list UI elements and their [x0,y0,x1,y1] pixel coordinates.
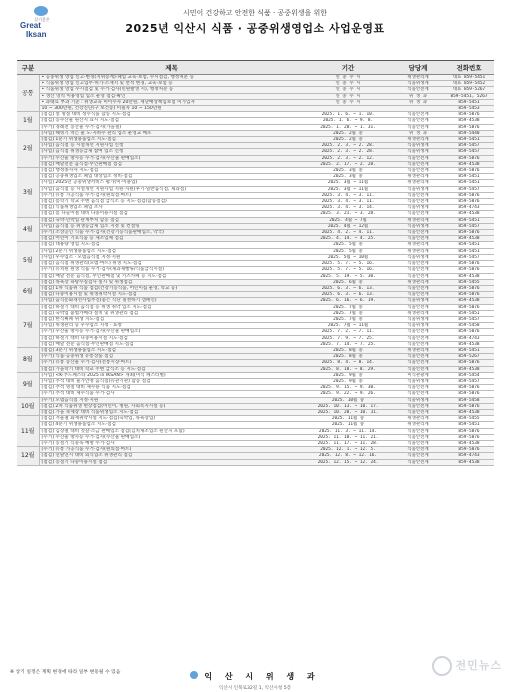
phone-cell: 859-4538 [444,211,494,217]
period-cell: 2025. 6월 중 [304,279,392,285]
phone-cell: 859-4538 [444,409,494,415]
schedule-group [17,130,494,167]
period-cell: 2025. 5월 중 [304,242,392,248]
phone-cell: 859-5876 [444,199,494,205]
schedule-group [17,304,494,347]
title-cell: [사업] 위생관리 등 우수업소 지정 · 표창 [39,323,304,329]
department-cell: 위 생 과 [392,130,444,136]
phone-cell: 859-5876 [444,124,494,130]
period-cell: 2025. 3. 4. ~ 3. 14. [304,205,392,211]
title-cell: [점검] 행정종사자 지도·점검 [39,168,304,174]
phone-cell: 859-4538 [444,273,494,279]
period-cell: 2025. 11. 10. ~ 11. 21. [304,434,392,440]
phone-cell: 859-5457 [444,143,494,149]
department-cell: 위생관리계 [392,180,444,186]
phone-cell: 859-5451 [444,310,494,316]
department-cell: 식품안전계 [392,192,444,198]
period-cell: 2025. 8월 중 [304,347,392,353]
department-cell: 위 생 과 [392,93,444,99]
category-cell: 2월 [17,130,39,167]
column-header-category: 구분 [17,61,39,75]
title-cell: [점검] 배달 전문 음식점, 무인판매점 및 키즈카페 등 지도·점검 [39,273,304,279]
phone-cell: 859-5451 [444,422,494,428]
title-cell: [점검] 봄 나들이철 대비 다중이용시설 점검 [39,211,304,217]
department-cell: 식품안전계 [392,453,444,459]
period-cell: 2025. 10월 중 [304,397,392,403]
department-cell: 식품안전계 [392,199,444,205]
department-cell: 식품안전계 [392,409,444,415]
phone-cell: 859-5876 [444,261,494,267]
department-cell: 식품위생계 [392,254,444,260]
schedule-group [17,279,494,304]
department-cell: 위생관리계 [392,248,444,254]
department-cell: 위생관리계 [392,242,444,248]
phone-cell: 859-5457 [444,223,494,229]
schedule-group [17,75,494,112]
department-cell: 위생관리계 [392,75,444,81]
title-cell: [점검] 공중위생업소 폐업 대상업소 정비·점검 [39,174,304,180]
department-cell: 식품안전계 [392,329,444,335]
period-cell: 연 중 수 시 [304,99,392,105]
title-cell: [수거] 식품·공중위생 유통상품 점검 [39,354,304,360]
phone-cell: 859-4538 [444,161,494,167]
period-cell: 2025. 3. 21. ~ 3. 28. [304,211,392,217]
phone-cell: 859-5451 [444,137,494,143]
department-cell: 식품안전계 [392,403,444,409]
phone-cell: 859-5457 [444,186,494,192]
phone-cell: 859-4538 [444,298,494,304]
phone-cell: 859-4743 [444,453,494,459]
title-cell: [점검] 가을 축제장 대비 식품위생업소 지도·점검 [39,409,304,415]
phone-cell: 859-5876 [444,155,494,161]
phone-cell: 859-5454 [444,372,494,378]
period-cell: 연 중 수 시 [304,93,392,99]
period-cell: 2025. 6. 3. ~ 6. 13. [304,285,392,291]
department-cell: 미식관광계 [392,372,444,378]
period-cell: 2025. 6. 3. ~ 6. 13. [304,292,392,298]
phone-cell: 859-5876 [444,168,494,174]
period-cell: 2025. 1. 6. ~ 9. 8. [304,118,392,124]
period-cell: 2025. 7월 중 [304,310,392,316]
title-cell: [점검] 숙박업 불법카메라 설치 및 위생관리 점검 [39,310,304,316]
title-cell: [점검] 3분기 위생용품업소 지도·점검 [39,347,304,353]
period-cell: 2025. 3월 중 [304,174,392,180]
phone-cell: 대표 859-5451 [444,75,494,81]
title-cell: [점검] 2차 식품위생 현장점검(어린이, 병원, 사회복지시설 등) [39,403,304,409]
category-cell: 12월 [17,447,39,466]
title-cell: [수거] 수산물 방사능 수거·검사(수산물 판매업소) [39,155,304,161]
period-cell: 2025. 10. 13. ~ 10. 17. [304,403,392,409]
period-cell: 2025. 5월 중 [304,248,392,254]
logo-text-great: Great [20,21,41,30]
phone-cell: 대표 859-5267 [444,87,494,93]
period-cell: 2025. 3. 4. ~ 3. 11. [304,192,392,198]
title-cell: • 식품위생 영업 수시점검 및 수거·검사(민원발생 시), 행정처분 등 [39,87,304,93]
period-cell: 2025. 3월 ~ 11월 [304,180,392,186]
department-cell: 위생관리계 [392,217,444,223]
period-cell: 2025. 11. 17. ~ 11. 28. [304,440,392,446]
title-cell: [점검] 다중이용시설 및 위생취약시설 지도·점검 [39,292,304,298]
period-cell: 연 중 수 시 [304,87,392,93]
phone-cell: 859-5457 [444,254,494,260]
title-cell: [점검] 추석 명절 대비 제수용 식품 지도·점검 [39,385,304,391]
title-cell: [수거] 유통 가공식품 수거·검사(편의점·마트) [39,447,304,453]
title-cell: [사업] 해빙기 먹는 물 노·지하수 관리 업소 운영교 배포 [39,130,304,136]
period-cell: 2025. 6. 16. ~ 6. 19. [304,298,392,304]
phone-cell: 859-4538 [444,440,494,446]
period-cell: 2025. 11월 중 [304,422,392,428]
phone-cell: 859-5876 [444,403,494,409]
department-cell: 식품안전계 [392,87,444,93]
category-cell: 공통 [17,75,39,112]
title-cell: [사업] 2분기 위생용품업소 지도·점검 [39,248,304,254]
period-cell: 2025. 7월 중 [304,304,392,310]
title-cell: [사업] 음식문화개선사업추진(좋은 식단 실천하기 캠페인) [39,298,304,304]
phone-cell: 859-5876 [444,360,494,366]
department-cell: 위생관리계 [392,279,444,285]
period-cell: 2025. 12. 1. ~ 12. 5. [304,447,392,453]
department-cell: 위 생 과 [392,99,444,105]
department-cell: 식품위생계 [392,186,444,192]
period-cell: 2025. 2. 3. ~ 2. 28. [304,143,392,149]
phone-cell: 859-5457 [444,378,494,384]
phone-cell: 859-5457 [444,149,494,155]
department-cell: 식품위생계 [392,81,444,87]
department-cell: 식품위생계 [392,298,444,304]
department-cell: 식품위생계 [392,143,444,149]
department-cell: 식품위생계 [392,205,444,211]
schedule-table [17,60,494,466]
title-cell: [수거] 유통 농산물 수거·검사(전통시장·마트) [39,360,304,366]
department-cell: 식품안전계 [392,428,444,434]
phone-cell: 859-5455 [444,279,494,285]
phone-cell: 859-5451 [444,347,494,353]
phone-cell: 859-5451 [444,99,494,105]
department-cell: 식품위생계 [392,223,444,229]
title-cell: [점검] 겨울철 화재취약시설 지도·점검(숙박업, 목욕장업) [39,416,304,422]
title-cell: [사업] 음식점 등 시설개선 지원사업 신청 [39,143,304,149]
title-cell: [점검] 설 명절 대비 성수식품 합동 지도·점검 [39,112,304,118]
title-cell: [점검] 목욕장 욕탕수질검사 실시 및 위생점검 [39,279,304,285]
category-cell: 3월 [17,168,39,218]
period-cell: 2025. 3월 ~ 11월 [304,186,392,192]
title-cell: [사업] 음식점 등 시설개선 지원사업 지원·지원(후기·일반음식점, 제과점) [39,186,304,192]
department-cell: 식품안전계 [392,124,444,130]
period-cell: 2025. 8. 4. ~ 8. 14. [304,360,392,366]
department-cell: 위생관리계 [392,137,444,143]
phone-cell: 859-5876 [444,112,494,118]
title-cell: [점검] 1분기 위생용품업소 지도·점검 [39,137,304,143]
phone-cell: 859-5451 [444,174,494,180]
period-cell: 2025. 7월 중 [304,316,392,322]
footer-address: 익산시 인북로32길 1, 익산시청 5층 [218,686,292,691]
title-cell: [수거] 소상공인 식품 수거·검사(건강기능식품판매업소, 약국) [39,230,304,236]
title-cell: [수거] 유통 가공식품 수거·검사(편의점·마트) [39,192,304,198]
phone-cell: 859-5267 [444,354,494,360]
schedule-group [17,242,494,279]
table-header-row [17,61,494,75]
department-cell: 식품안전계 [392,168,444,174]
schedule-group [17,397,494,416]
logo-text-iksan: Iksan [26,30,47,39]
title-cell: [수거] 수산물 방사능 수거·검사(수산물 판매업소) [39,329,304,335]
department-cell: 위생관리계 [392,174,444,180]
phone-cell: 859-5876 [444,267,494,273]
period-cell: 2025. 8월 중 [304,354,392,360]
department-cell: 식품안전계 [392,354,444,360]
period-cell: 2025. 4월 ~ 12월 [304,223,392,229]
phone-cell: 859-5876 [444,192,494,198]
department-cell: 식품위생계 [392,316,444,322]
department-cell: 식품위생계 [392,378,444,384]
period-cell: 2025. 7. 14. ~ 7. 25. [304,341,392,347]
phone-cell: 859-4743 [444,335,494,341]
title-cell: [점검] 연말연시 대비 외식업소 위생관리 점검 [39,453,304,459]
phone-cell: 859-5451 [444,217,494,223]
department-cell: 식품안전계 [392,273,444,279]
department-cell: 식품안전계 [392,112,444,118]
department-cell: 식품안전계 [392,391,444,397]
period-cell: 2025. 4. 14. ~ 4. 25. [304,236,392,242]
title-cell: [사업] 추석 대비 물가안정 음식점(유관기관) 합동 점검 [39,378,304,384]
phone-cell: 859-5440 [444,130,494,136]
title-cell: • 과태료 부과 기준 : 위생교육 미이수자 20만원, 재난배상책임보험 미가입자 [39,99,304,105]
period-cell: 2025. 8. 18. ~ 8. 29. [304,366,392,372]
department-cell: 식품안전계 [392,459,444,465]
period-cell: 연 중 수 시 [304,75,392,81]
period-cell: 2025. 9월 중 [304,378,392,384]
column-header-title: 제목 [39,61,304,75]
column-header-phone: 전화번호 [444,61,494,75]
period-cell: 2025. 7. 2. ~ 7. 11. [304,329,392,335]
period-cell: 2025. 5월 ~ 10월 [304,254,392,260]
phone-cell: 859-4538 [444,236,494,242]
title-cell: [점검] 식품위생업소 폐업 조사 [39,205,304,211]
period-cell: 2025. 2. 3. ~ 2. 12. [304,155,392,161]
phone-cell: 859-5457 [444,316,494,322]
department-cell: 식품안전계 [392,211,444,217]
schedule-note: ※ 상기 일정은 계획 변경에 따라 일부 변동될 수 있음 [10,670,121,675]
phone-cell: 859-4538 [444,366,494,372]
phone-cell: 859-5876 [444,329,494,335]
title-cell: [점검] 1차 식품위 식품 점검(건강기능식품, 어린이집 운영, 학교 등) [39,285,304,291]
title-cell: [점검] 음식점 위생관리(모범·마트) 위생 지도·점검 [39,261,304,267]
category-cell: 4월 [17,217,39,242]
phone-cell: 859-4538 [444,118,494,124]
period-cell: 2025. 3월 중 [304,168,392,174]
period-cell: 2025. 9. 22. ~ 9. 26. [304,391,392,397]
column-header-department: 담당계 [392,61,444,75]
department-cell: 식품안전계 [392,230,444,236]
department-cell: 식품안전계 [392,434,444,440]
title-cell: • 생산 영역 이용영업 업소 운영 점검·확인 [39,93,304,99]
department-cell: 식품안전계 [392,155,444,161]
column-header-period: 기간 [304,61,392,75]
department-cell: 식품안전계 [392,360,444,366]
title-cell: [점검] 가을학기 대비 학교 주변 급식소 등 지도·점검 [39,366,304,372]
title-cell: [점검] 한식뷔페 위생 지도·점검 [39,316,304,322]
schedule-group [17,347,494,372]
period-cell: 2025. 9. 15. ~ 9. 30. [304,385,392,391]
title-cell: [점검] 동절기 다중이용시설 점검 [39,459,304,465]
period-cell: 2025. 7월 ~ 11월 [304,323,392,329]
title-cell: [수거] 경례전 농산물 수거·검사(가을철) [39,124,304,130]
title-cell: [점검] 배달 전문 음식점·무인판매점 지도·점검 [39,341,304,347]
title-cell: [점검] 하절기 대비 다중이용시설 지도·점검 [39,335,304,341]
title-cell: [점검] 배달전문 음식점·무인판매점 점검 [39,161,304,167]
phone-cell: 859-5876 [444,447,494,453]
phone-cell: 859-5876 [444,428,494,434]
department-cell: 식품위생계 [392,397,444,403]
phone-cell: 859-5451 [444,242,494,248]
title-cell: [점검] 어린이 기호식품 등 제조업체 점검 [39,236,304,242]
department-cell: 식품안전계 [392,440,444,446]
title-cell: [수거] 유치원 원생 식품 수거·검사(제과제빵류/식품급식시설) [39,267,304,273]
period-cell: 2025. 2월 중 [304,137,392,143]
phone-cell: 859-5876 [444,292,494,298]
phone-cell: 859-5453 [444,106,494,112]
phone-cell: 대표 859-5452 [444,81,494,87]
title-cell: 10 ~ 300만원, 건강진단(구 보건증) 미필자 10 ~ 150만원 [39,106,304,112]
title-cell: [사업] 음식점 등 위생등급제 업소 지정 및 컨설팅 [39,223,304,229]
title-cell: [점검] 봄학기 학교 주변 음식점 급식소 등 지도·점검(합동점검) [39,199,304,205]
title-cell: [사업] 2025년 공중위생서비스 평가(미·이용업) [39,180,304,186]
document-title: 2025년 익산시 식품 · 공중위생영업소 사업운영표 [125,22,385,35]
category-cell: 5월 [17,242,39,279]
title-cell: [사업] <K-푸드페스타 2025 in IKSAN> 개최(미식 페스티벌) [39,372,304,378]
category-cell: 11월 [17,416,39,447]
department-cell: 식품안전계 [392,304,444,310]
category-cell: 6월 [17,279,39,304]
department-cell: 식품안전계 [392,267,444,273]
phone-cell: 859-5451, 5267 [444,93,494,99]
footer-org-name: 익 산 시 위 생 과 [204,672,320,681]
period-cell: 2025. 5. 7. ~ 5. 16. [304,267,392,273]
schedule-group [17,416,494,447]
period-cell: 2025. 2. 17. ~ 2. 28. [304,161,392,167]
period-cell: 2025. 5. 7. ~ 5. 16. [304,261,392,267]
phone-cell: 859-5876 [444,385,494,391]
title-cell: • 식품위생 영업 신고업무·허가·소재지 및 면적 변경, 교육·보험 등 [39,81,304,87]
logo-small-text: 살기좋은 [34,17,50,22]
title-cell: [점검] 하절기 대비 음식점 등 위생 취약 업소 지도·점검 [39,304,304,310]
category-cell: 8월 [17,347,39,372]
phone-cell: 859-5451 [444,248,494,254]
department-cell: 위생관리계 [392,347,444,353]
period-cell: 연 중 수 시 [304,81,392,87]
schedule-group [17,168,494,218]
title-cell: • 공중위생 영업 신고·변경(지위승계)·폐업 교육·보험, 수시점검, 행정처분 등 [39,75,304,81]
period-cell: 2025. 1. 6. ~ 1. 10. [304,112,392,118]
period-cell: 2025. 3. 4. ~ 3. 11. [304,199,392,205]
title-cell: [수거] 모범음식점 지정·지원 [39,397,304,403]
department-cell: 식품안전계 [392,261,444,267]
department-cell: 식품안전계 [392,292,444,298]
phone-cell: 859-5455 [444,416,494,422]
period-cell: 2025. 12. 8. ~ 12. 16. [304,453,392,459]
city-emblem-icon [190,671,198,679]
phone-cell: 859-5458 [444,397,494,403]
period-cell: 2025. 2. 3. ~ 2. 28. [304,149,392,155]
watermark [432,656,502,676]
phone-cell: 859-5876 [444,230,494,236]
title-cell: [점검] 농수산물 원산지 표시 지도·점검 [39,118,304,124]
department-cell: 식품위생계 [392,323,444,329]
phone-cell: 859-5876 [444,285,494,291]
category-cell: 10월 [17,397,39,416]
title-cell: [점검] 김장철 대비 젓갈·소금 판매업소 점검(김치제조업소 원산지 포함) [39,428,304,434]
phone-cell: 859-5876 [444,434,494,440]
period-cell: 2025. 10. 20. ~ 10. 31. [304,409,392,415]
schedule-group [17,217,494,242]
title-cell: [점검] 숙박·민박업 관계부처 합동 점검 [39,217,304,223]
category-cell: 1월 [17,112,39,131]
department-cell: 식품안전계 [392,118,444,124]
title-cell: [사업] 우수업소 · 모범음식점 지정·지원 [39,254,304,260]
period-cell: 2025. 4. 2. ~ 4. 11. [304,230,392,236]
title-cell: [수거] 추석 대비 제수식품 수거·검사 [39,391,304,397]
phone-cell: 859-5451 [444,180,494,186]
phone-cell: 859-4743 [444,205,494,211]
title-cell: [점검] 대용량 영업 지도·점검 [39,242,304,248]
title-cell: [사업] 음식점 위생등급제 참여 업소 신청 [39,149,304,155]
watermark-text: 전민뉴스 [455,659,502,672]
title-cell: [수거] 수산물 방사능 수거·검사(수산물 판매업소) [39,434,304,440]
period-cell: 2025. 5. 19. ~ 5. 30. [304,273,392,279]
department-cell: 식품안전계 [392,341,444,347]
schedule-group [17,447,494,466]
department-cell: 식품안전계 [392,285,444,291]
department-cell: 위생관리계 [392,416,444,422]
table-row [17,459,494,465]
schedule-group [17,372,494,397]
department-cell: 식품안전계 [392,447,444,453]
period-cell: 2025. 4월 ~ 7월 [304,217,392,223]
department-cell: 위생관리계 [392,310,444,316]
document-subtitle: 시민이 건강하고 안전한 식품 · 공중위생을 위한 [182,9,328,17]
period-cell: 2025. 1. 20. ~ 1. 31. [304,124,392,130]
department-cell: 식품안전계 [392,366,444,372]
schedule-group [17,112,494,131]
period-cell: 2025. 2월 중 [304,130,392,136]
phone-cell: 859-5876 [444,391,494,397]
title-cell: [수거] 동절기 식중독 예방 수거·검사 [39,440,304,446]
category-cell: 9월 [17,372,39,397]
department-cell: 위생관리계 [392,422,444,428]
period-cell: 2025. 7. 9. ~ 7. 25. [304,335,392,341]
department-cell: 식품안전계 [392,236,444,242]
phone-cell: 859-4538 [444,341,494,347]
watermark-logo-icon [432,656,452,676]
department-cell: 식품안전계 [392,385,444,391]
phone-cell: 859-5876 [444,304,494,310]
department-cell: 식품안전계 [392,161,444,167]
period-cell: 2025. 9월 중 [304,372,392,378]
title-cell: [점검] 4분기 위생용품업소 지도·점검 [39,422,304,428]
department-cell: 식품위생계 [392,149,444,155]
period-cell: 2025. 11월 중 [304,416,392,422]
period-cell: 2025. 12. 15. ~ 12. 24. [304,459,392,465]
period-cell: 2025. 11. 3. ~ 11. 14. [304,428,392,434]
phone-cell: 859-5458 [444,323,494,329]
category-cell: 7월 [17,304,39,347]
department-cell: 식품안전계 [392,335,444,341]
phone-cell: 859-4538 [444,459,494,465]
